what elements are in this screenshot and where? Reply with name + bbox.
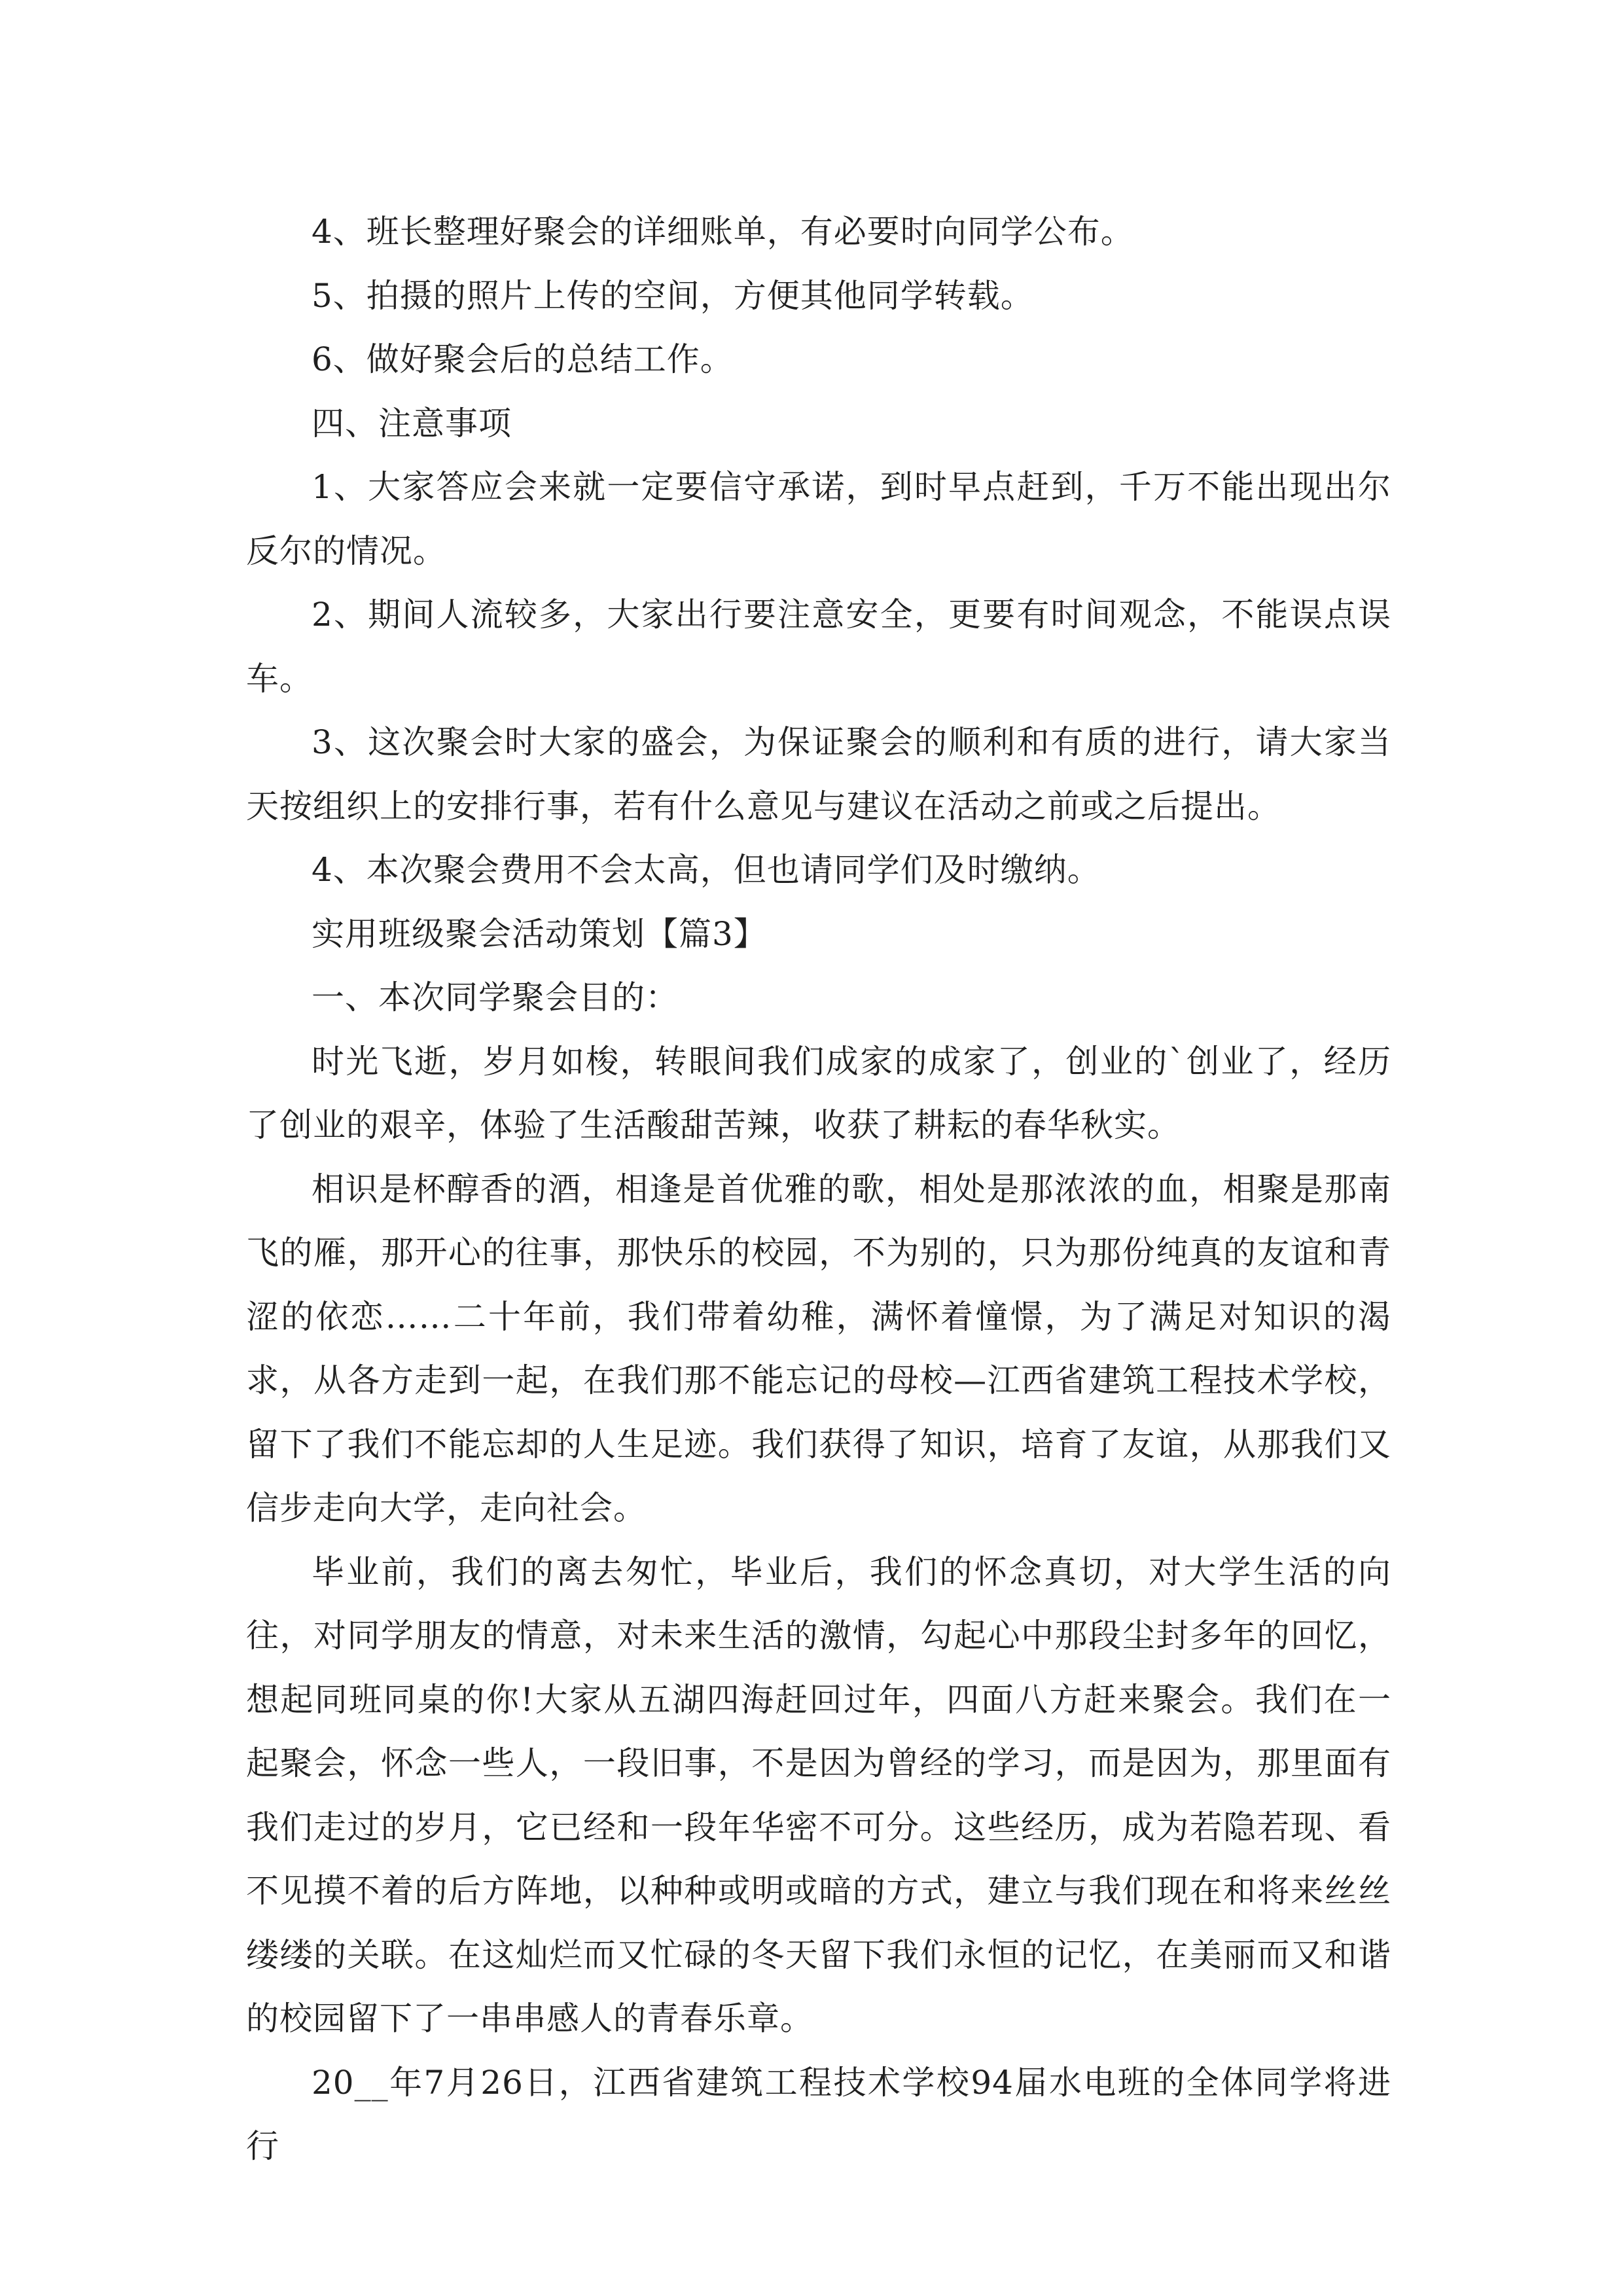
document-body — [246, 200, 1391, 2179]
section-heading-purpose: 一、本次同学聚会目的： — [312, 978, 679, 1016]
paragraph-item-5-photos: 5、拍摄的照片上传的空间，方便其他同学转载。 — [312, 276, 1034, 315]
paragraph-note-3: 3、这次聚会时大家的盛会，为保证聚会的顺利和有质的进行，请大家当天按组织上的安排行事，若有什么意见与建议在活动之前或之后提出。 — [246, 723, 1391, 825]
section-heading-notes: 四、注意事项 — [312, 404, 512, 442]
paragraph-note-1: 1、大家答应会来就一定要信守承诺，到时早点赶到，千万不能出现出尔反尔的情况。 — [246, 468, 1391, 570]
paragraph-event-date: 20__年7月26日，江西省建筑工程技术学校94届水电班的全体同学将进行 — [246, 2063, 1391, 2165]
paragraph-acquaintance: 相识是杯醇香的酒，相逢是首优雅的歌，相处是那浓浓的血，相聚是那南飞的雁，那开心的往事，那快乐的校园，不为别的，只为那份纯真的友谊和青涩的依恋……二十年前，我们带着幼稚，满怀着憧憬，为了满足对知识的渴求，从各方走到一起，在我们那不能忘记的母校—江西省建筑工程技术学校，留下了我们不能忘却的人生足迹。我们获得了知识，培育了友谊，从那我们又信步走向大学，走向社会。 — [246, 1170, 1391, 1527]
paragraph-item-4-bill: 4、班长整理好聚会的详细账单，有必要时向同学公布。 — [312, 213, 1134, 251]
paragraph-time-flies: 时光飞逝，岁月如梭，转眼间我们成家的成家了，创业的`创业了，经历了创业的艰辛，体验了生活酸甜苦辣，收获了耕耘的春华秋实。 — [246, 1042, 1391, 1144]
paragraph-note-4: 4、本次聚会费用不会太高，但也请同学们及时缴纳。 — [312, 851, 1101, 889]
paragraph-item-6-summary: 6、做好聚会后的总结工作。 — [312, 340, 734, 378]
section-title-part3: 实用班级聚会活动策划【篇3】 — [312, 914, 767, 953]
paragraph-note-2: 2、期间人流较多，大家出行要注意安全，更要有时间观念，不能误点误车。 — [246, 596, 1391, 698]
paragraph-graduation: 毕业前，我们的离去匆忙，毕业后，我们的怀念真切，对大学生活的向往，对同学朋友的情意，对未来生活的激情，勾起心中那段尘封多年的回忆，想起同班同桌的你!大家从五湖四海赶回过年，四面八方赶来聚会。我们在一起聚会，怀念一些人，一段旧事，不是因为曾经的学习，而是因为，那里面有我们走过的岁月，它已经和一段年华密不可分。这些经历，成为若隐若现、看不见摸不着的后方阵地，以种种或明或暗的方式，建立与我们现在和将来丝丝缕缕的关联。在这灿烂而又忙碌的冬天留下我们永恒的记忆，在美丽而又和谐的校园留下了一串串感人的青春乐章。 — [246, 1552, 1391, 2037]
